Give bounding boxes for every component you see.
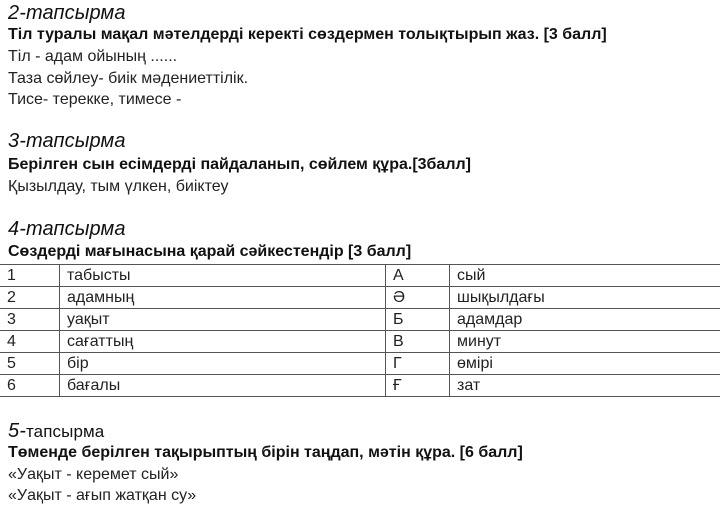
- table-row: [0, 287, 720, 309]
- section-5-topic-1: «Уақыт - керемет сый»: [8, 466, 179, 483]
- row-match: адамдар: [450, 309, 720, 331]
- row-number: 5: [0, 353, 60, 375]
- row-letter: Ғ: [386, 375, 450, 397]
- row-word: уақыт: [60, 309, 386, 331]
- row-number: 2: [0, 287, 60, 309]
- row-word: бағалы: [60, 375, 386, 397]
- row-number: 3: [0, 309, 60, 331]
- row-word: бір: [60, 353, 386, 375]
- table-row: [0, 353, 720, 375]
- section-4-heading: 4-тапсырма: [8, 218, 126, 240]
- section-5-heading: [8, 420, 104, 443]
- section-5-instruction: Төменде берілген тақырыптың бірін таңдап, мәтін құра. [6 балл]: [8, 444, 523, 461]
- section-5-heading-number: 5-: [8, 420, 26, 442]
- section-5-topic-2: «Уақыт - ағып жатқан су»: [8, 487, 197, 504]
- row-letter: А: [386, 265, 450, 287]
- section-3-instruction: Берілген сын есімдерді пайдаланып, сөйлем құра.[3балл]: [8, 156, 471, 173]
- section-2-line-1: Тіл - адам ойының ......: [8, 48, 178, 65]
- section-2-heading: 2-тапсырма: [8, 2, 126, 24]
- section-5-heading-label: тапсырма: [25, 422, 105, 441]
- row-match: өмірі: [450, 353, 720, 375]
- row-word: адамның: [60, 287, 386, 309]
- row-letter: В: [386, 331, 450, 353]
- row-letter: Г: [386, 353, 450, 375]
- table-row: [0, 375, 720, 397]
- section-3-line-1: Қызылдау, тым үлкен, биіктеу: [8, 178, 229, 195]
- row-letter: Б: [386, 309, 450, 331]
- section-2-line-2: Таза сөйлеу- биік мәдениеттілік.: [8, 70, 249, 87]
- section-2-instruction: Тіл туралы мақал мәтелдерді керекті сөздермен толықтырып жаз. [3 балл]: [8, 26, 607, 43]
- row-letter: Ә: [386, 287, 450, 309]
- row-number: 1: [0, 265, 60, 287]
- row-number: 4: [0, 331, 60, 353]
- row-match: шықылдағы: [450, 287, 720, 309]
- section-4-instruction: Сөздерді мағынасына қарай сәйкестендір [3 балл]: [8, 243, 412, 260]
- row-match: сый: [450, 265, 720, 287]
- row-match: минут: [450, 331, 720, 353]
- table-row: [0, 265, 720, 287]
- matching-table: [0, 264, 720, 397]
- table-row: [0, 309, 720, 331]
- section-3-heading: 3-тапсырма: [8, 130, 126, 152]
- row-word: сағаттың: [60, 331, 386, 353]
- row-word: табысты: [60, 265, 386, 287]
- section-2-line-3: Тисе- терекке, тимесе -: [8, 91, 182, 108]
- row-match: зат: [450, 375, 720, 397]
- table-row: [0, 331, 720, 353]
- row-number: 6: [0, 375, 60, 397]
